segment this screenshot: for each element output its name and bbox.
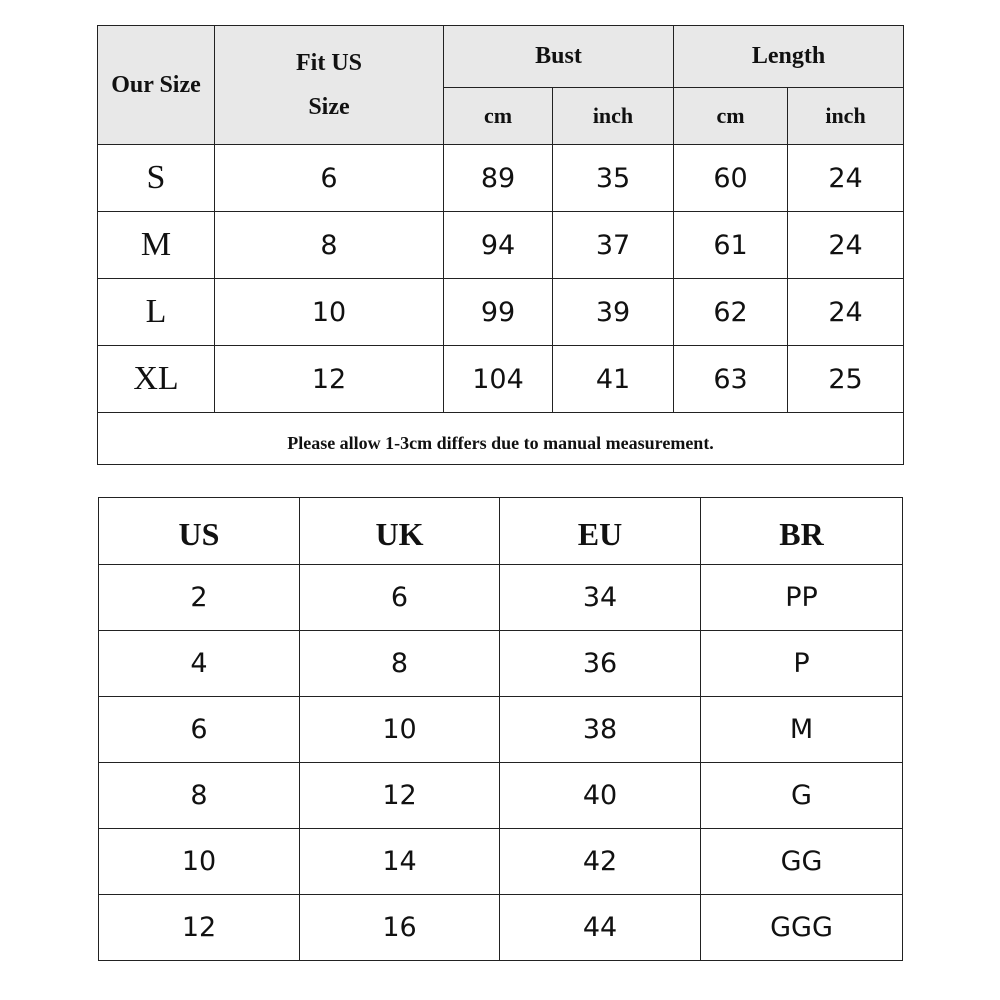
length-inch-cell: 24 (788, 212, 904, 279)
eu-cell: 36 (500, 631, 701, 697)
bust-inch-cell: 35 (553, 145, 674, 212)
us-cell: 6 (99, 697, 300, 763)
table-row (99, 829, 903, 895)
uk-cell: 10 (300, 697, 500, 763)
fit-us-cell: 6 (215, 145, 444, 212)
header-fit-us-line2: Size (308, 94, 350, 120)
size-cell: XL (98, 346, 215, 413)
uk-cell: 12 (300, 763, 500, 829)
table-row (98, 346, 904, 413)
bust-inch-cell: 37 (553, 212, 674, 279)
size-cell: M (98, 212, 215, 279)
fit-us-cell: 10 (215, 279, 444, 346)
table-row (99, 697, 903, 763)
table-row (99, 565, 903, 631)
br-cell: GGG (701, 895, 903, 961)
br-cell: GG (701, 829, 903, 895)
bust-inch-cell: 41 (553, 346, 674, 413)
us-cell: 4 (99, 631, 300, 697)
length-cm-cell: 62 (674, 279, 788, 346)
bust-cm-cell: 94 (444, 212, 553, 279)
eu-cell: 42 (500, 829, 701, 895)
uk-cell: 6 (300, 565, 500, 631)
uk-cell: 8 (300, 631, 500, 697)
bust-cm-cell: 89 (444, 145, 553, 212)
length-inch-cell: 24 (788, 279, 904, 346)
eu-cell: 38 (500, 697, 701, 763)
bust-inch-cell: 39 (553, 279, 674, 346)
table-row (99, 895, 903, 961)
br-cell: M (701, 697, 903, 763)
fit-us-cell: 12 (215, 346, 444, 413)
bust-cm-cell: 99 (444, 279, 553, 346)
us-cell: 12 (99, 895, 300, 961)
size-cell: L (98, 279, 215, 346)
header-bust-inch: inch (553, 88, 674, 145)
us-cell: 10 (99, 829, 300, 895)
header-our-size: Our Size (98, 26, 215, 145)
us-cell: 2 (99, 565, 300, 631)
header-uk: UK (300, 498, 500, 565)
length-cm-cell: 63 (674, 346, 788, 413)
measurement-note: Please allow 1-3cm differs due to manual measurement. (98, 413, 904, 465)
header-us: US (99, 498, 300, 565)
header-length-cm: cm (674, 88, 788, 145)
length-inch-cell: 24 (788, 145, 904, 212)
eu-cell: 34 (500, 565, 701, 631)
size-conversion-table (98, 497, 903, 961)
header-fit-us-size (215, 26, 444, 145)
uk-cell: 14 (300, 829, 500, 895)
eu-cell: 40 (500, 763, 701, 829)
eu-cell: 44 (500, 895, 701, 961)
header-length: Length (674, 26, 904, 88)
header-bust: Bust (444, 26, 674, 88)
table-row (99, 763, 903, 829)
us-cell: 8 (99, 763, 300, 829)
table-row (98, 212, 904, 279)
header-length-inch: inch (788, 88, 904, 145)
table-row (98, 145, 904, 212)
br-cell: P (701, 631, 903, 697)
header-bust-cm: cm (444, 88, 553, 145)
size-cell: S (98, 145, 215, 212)
header-eu: EU (500, 498, 701, 565)
header-fit-us-line1: Fit US (296, 50, 362, 76)
uk-cell: 16 (300, 895, 500, 961)
table-row (98, 279, 904, 346)
length-inch-cell: 25 (788, 346, 904, 413)
size-chart-table (97, 25, 904, 465)
br-cell: PP (701, 565, 903, 631)
header-br: BR (701, 498, 903, 565)
length-cm-cell: 60 (674, 145, 788, 212)
fit-us-cell: 8 (215, 212, 444, 279)
br-cell: G (701, 763, 903, 829)
table-row (99, 631, 903, 697)
bust-cm-cell: 104 (444, 346, 553, 413)
length-cm-cell: 61 (674, 212, 788, 279)
